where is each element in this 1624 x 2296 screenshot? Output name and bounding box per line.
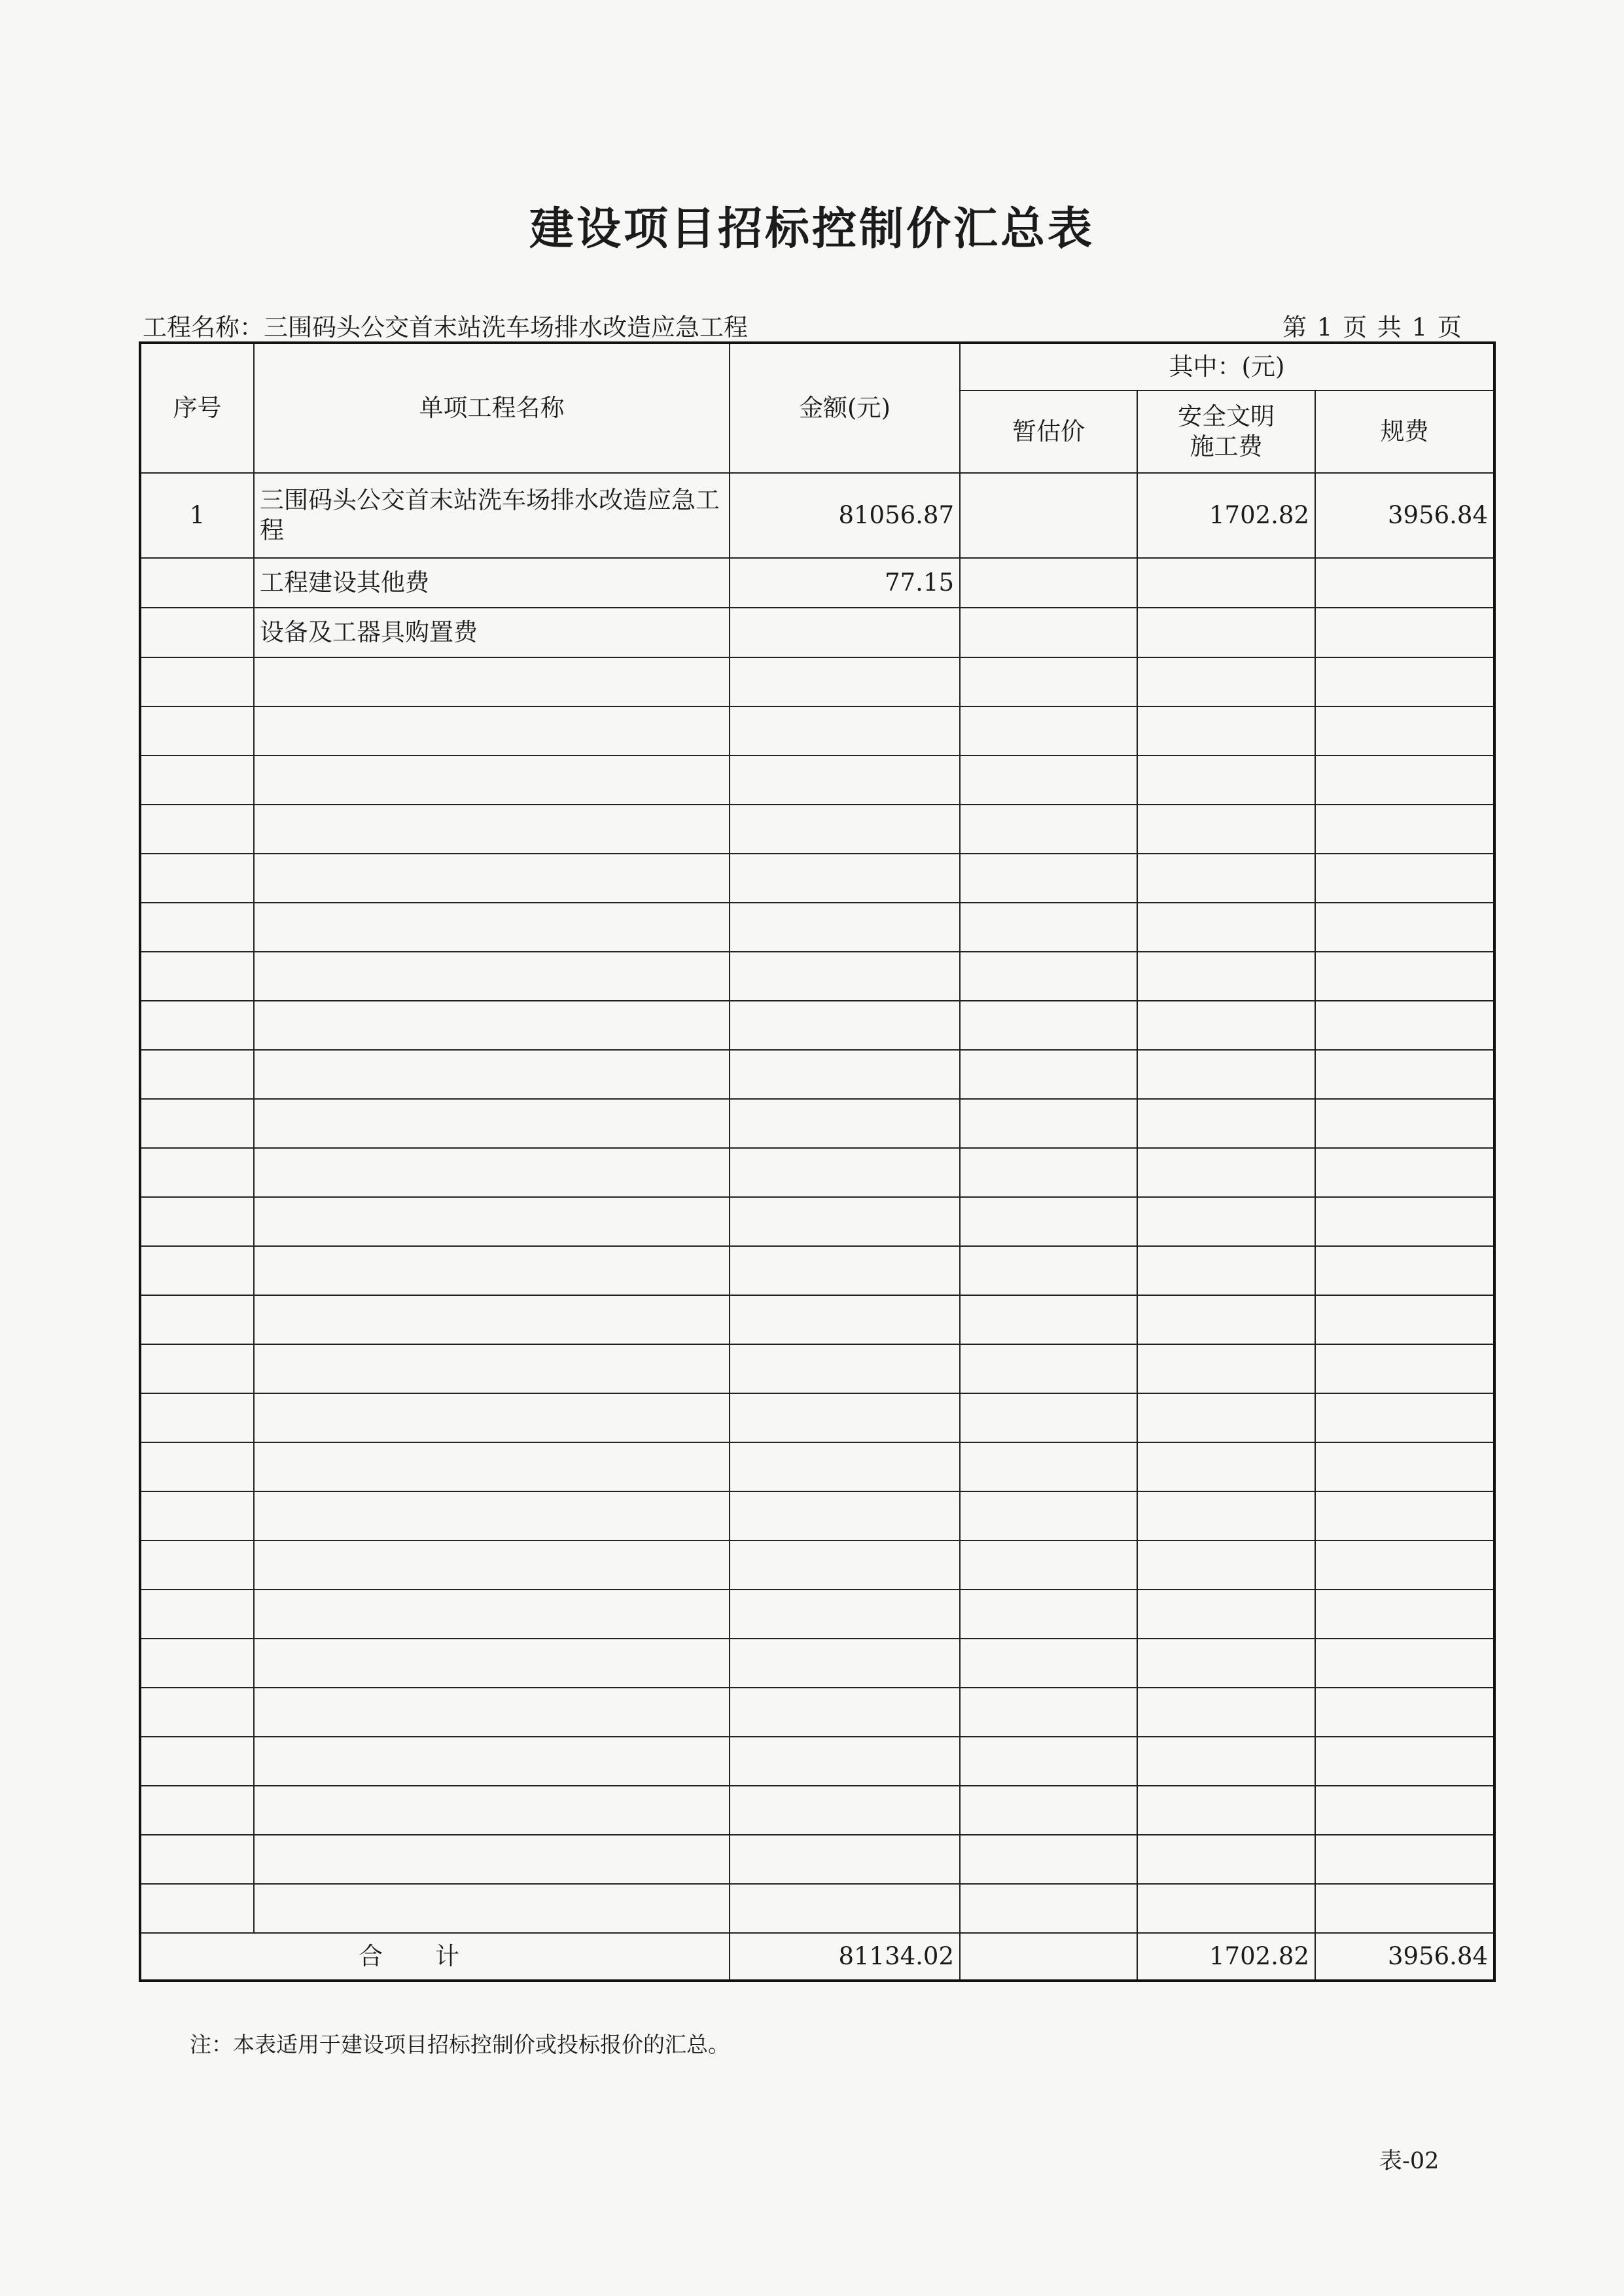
empty-row [140,1246,1494,1295]
empty-cell [140,1050,254,1099]
empty-row [140,1442,1494,1491]
empty-cell [1315,1786,1494,1835]
empty-cell [960,1639,1137,1688]
empty-cell [1137,706,1315,756]
empty-cell [730,1639,960,1688]
empty-cell [1315,1688,1494,1737]
empty-cell [1137,1590,1315,1639]
empty-cell [254,1099,730,1148]
empty-cell [960,952,1137,1001]
empty-row [140,1099,1494,1148]
empty-cell [140,1099,254,1148]
row-amount: 81056.87 [730,473,960,558]
row-project-name: 三围码头公交首末站洗车场排水改造应急工程 [254,473,730,558]
empty-cell [730,1246,960,1295]
empty-cell [730,1540,960,1590]
empty-row [140,1197,1494,1246]
empty-cell [1137,1099,1315,1148]
empty-cell [730,1688,960,1737]
empty-row [140,952,1494,1001]
row-amount [730,608,960,657]
empty-cell [254,1442,730,1491]
empty-row [140,1590,1494,1639]
empty-cell [1315,1639,1494,1688]
empty-cell [140,706,254,756]
empty-row [140,706,1494,756]
project-name-label: 工程名称：三围码头公交首末站洗车场排水改造应急工程 [143,313,748,341]
empty-cell [730,1393,960,1442]
empty-cell [960,1442,1137,1491]
empty-cell [960,1393,1137,1442]
empty-cell [1315,1344,1494,1393]
empty-cell [1137,1639,1315,1688]
empty-cell [960,1737,1137,1786]
empty-cell [1137,1540,1315,1590]
empty-cell [140,1835,254,1884]
empty-cell [1315,1590,1494,1639]
empty-cell [1137,854,1315,903]
form-number: 表-02 [1379,2148,1439,2174]
header-of-which: 其中：(元) [960,343,1494,391]
empty-row [140,854,1494,903]
empty-cell [730,1442,960,1491]
empty-cell [960,1148,1137,1197]
total-row [140,1933,1494,1981]
empty-cell [730,903,960,952]
empty-cell [730,1197,960,1246]
empty-cell [140,756,254,805]
empty-cell [1315,1246,1494,1295]
empty-cell [140,1491,254,1540]
empty-cell [254,854,730,903]
empty-cell [1315,805,1494,854]
empty-cell [1137,657,1315,706]
empty-row [140,1344,1494,1393]
empty-cell [730,1148,960,1197]
empty-cell [1137,1295,1315,1344]
empty-cell [960,706,1137,756]
empty-cell [254,1295,730,1344]
empty-cell [730,1884,960,1933]
document-title: 建设项目招标控制价汇总表 [529,203,1095,255]
empty-cell [254,1001,730,1050]
empty-cell [730,706,960,756]
empty-cell [1315,1540,1494,1590]
empty-row [140,1688,1494,1737]
empty-cell [254,1786,730,1835]
empty-cell [1315,1099,1494,1148]
empty-cell [140,1001,254,1050]
empty-cell [1137,1688,1315,1737]
empty-cell [730,1491,960,1540]
row-provisional [960,473,1137,558]
empty-cell [730,1835,960,1884]
empty-cell [1315,1197,1494,1246]
row-amount: 77.15 [730,558,960,608]
empty-cell [1137,1835,1315,1884]
empty-cell [730,1001,960,1050]
empty-cell [140,903,254,952]
empty-row [140,1050,1494,1099]
empty-row [140,1148,1494,1197]
empty-cell [140,657,254,706]
empty-row [140,903,1494,952]
table-row [140,608,1494,657]
empty-cell [730,952,960,1001]
empty-cell [140,1737,254,1786]
row-project-name: 设备及工器具购置费 [254,608,730,657]
empty-cell [1137,1786,1315,1835]
empty-cell [254,1148,730,1197]
empty-cell [960,1835,1137,1884]
row-seq [140,558,254,608]
empty-cell [1315,706,1494,756]
empty-row [140,1393,1494,1442]
empty-cell [1315,1393,1494,1442]
empty-cell [1137,1148,1315,1197]
empty-cell [960,1884,1137,1933]
empty-cell [140,1884,254,1933]
empty-cell [730,657,960,706]
row-seq [140,608,254,657]
empty-cell [1137,1246,1315,1295]
empty-cell [960,756,1137,805]
empty-cell [1315,1491,1494,1540]
empty-cell [1315,854,1494,903]
empty-cell [960,1491,1137,1540]
total-label: 合计 [140,1933,730,1981]
empty-cell [730,1786,960,1835]
row-seq: 1 [140,473,254,558]
empty-cell [1315,657,1494,706]
row-provisional [960,558,1137,608]
table-row [140,558,1494,608]
row-safety [1137,558,1315,608]
empty-cell [730,1050,960,1099]
empty-row [140,1491,1494,1540]
empty-cell [960,1786,1137,1835]
empty-cell [254,1737,730,1786]
header-fees: 规费 [1315,391,1494,473]
row-project-name: 工程建设其他费 [254,558,730,608]
empty-cell [254,1688,730,1737]
empty-cell [960,1197,1137,1246]
empty-cell [140,1639,254,1688]
empty-row [140,1001,1494,1050]
empty-cell [730,1295,960,1344]
empty-cell [960,1590,1137,1639]
header-safety-line2: 施工费 [1190,432,1263,461]
empty-cell [254,805,730,854]
page-info: 第 1 页 共 1 页 [1282,313,1463,341]
empty-cell [960,1001,1137,1050]
empty-cell [1137,1491,1315,1540]
empty-cell [140,1442,254,1491]
empty-cell [254,1393,730,1442]
empty-cell [1137,903,1315,952]
empty-row [140,1540,1494,1590]
table-row [140,473,1494,558]
row-safety: 1702.82 [1137,473,1315,558]
empty-cell [140,1540,254,1590]
empty-cell [254,756,730,805]
empty-cell [960,1099,1137,1148]
empty-row [140,1295,1494,1344]
empty-row [140,805,1494,854]
row-fees [1315,608,1494,657]
empty-cell [140,1246,254,1295]
empty-cell [730,1344,960,1393]
empty-cell [960,1295,1137,1344]
empty-cell [1315,1737,1494,1786]
empty-cell [1315,1442,1494,1491]
header-safety-line1: 安全文明 [1178,402,1275,430]
empty-cell [1315,1835,1494,1884]
row-fees: 3956.84 [1315,473,1494,558]
empty-cell [1315,756,1494,805]
header-project-name: 单项工程名称 [254,343,730,473]
empty-cell [1315,952,1494,1001]
empty-cell [140,1590,254,1639]
empty-cell [140,1197,254,1246]
empty-cell [1137,952,1315,1001]
empty-cell [254,903,730,952]
empty-cell [1315,1295,1494,1344]
row-safety [1137,608,1315,657]
empty-cell [1137,756,1315,805]
empty-cell [1137,1344,1315,1393]
empty-row [140,1884,1494,1933]
empty-cell [140,1688,254,1737]
empty-cell [254,1197,730,1246]
empty-row [140,657,1494,706]
empty-cell [1137,1001,1315,1050]
header-provisional: 暂估价 [960,391,1137,473]
total-provisional [960,1933,1137,1981]
empty-cell [140,1148,254,1197]
footnote: 注：本表适用于建设项目招标控制价或投标报价的汇总。 [190,2032,730,2057]
empty-cell [730,805,960,854]
empty-cell [254,1835,730,1884]
empty-cell [1315,1884,1494,1933]
empty-cell [960,1540,1137,1590]
empty-cell [254,1590,730,1639]
empty-cell [140,1295,254,1344]
total-amount: 81134.02 [730,1933,960,1981]
empty-cell [1137,805,1315,854]
empty-cell [140,805,254,854]
empty-cell [1315,1001,1494,1050]
empty-cell [140,854,254,903]
empty-row [140,756,1494,805]
empty-row [140,1835,1494,1884]
empty-cell [730,1099,960,1148]
empty-cell [1137,1737,1315,1786]
empty-cell [254,1246,730,1295]
empty-cell [254,1344,730,1393]
empty-cell [960,657,1137,706]
empty-cell [254,1540,730,1590]
empty-cell [960,1050,1137,1099]
empty-cell [1315,1050,1494,1099]
header-safety [1137,391,1315,473]
summary-table [139,341,1496,1982]
empty-cell [254,952,730,1001]
empty-cell [1137,1393,1315,1442]
empty-cell [960,1246,1137,1295]
empty-row [140,1639,1494,1688]
header-amount: 金额(元) [730,343,960,473]
empty-cell [1137,1442,1315,1491]
empty-row [140,1737,1494,1786]
empty-cell [960,1688,1137,1737]
empty-cell [1137,1197,1315,1246]
total-safety: 1702.82 [1137,1933,1315,1981]
header-seq: 序号 [140,343,254,473]
empty-cell [254,1884,730,1933]
row-provisional [960,608,1137,657]
empty-cell [254,657,730,706]
total-fees: 3956.84 [1315,1933,1494,1981]
empty-cell [254,1639,730,1688]
empty-cell [254,1050,730,1099]
empty-row [140,1786,1494,1835]
empty-cell [140,1786,254,1835]
empty-cell [730,854,960,903]
empty-cell [960,854,1137,903]
empty-cell [140,1344,254,1393]
empty-cell [140,952,254,1001]
empty-cell [1137,1050,1315,1099]
empty-cell [960,1344,1137,1393]
empty-cell [730,1737,960,1786]
empty-cell [140,1393,254,1442]
row-fees [1315,558,1494,608]
empty-cell [254,1491,730,1540]
empty-cell [1315,903,1494,952]
empty-cell [730,756,960,805]
empty-cell [1137,1884,1315,1933]
empty-cell [1315,1148,1494,1197]
empty-cell [254,706,730,756]
empty-cell [960,805,1137,854]
empty-cell [730,1590,960,1639]
empty-cell [960,903,1137,952]
